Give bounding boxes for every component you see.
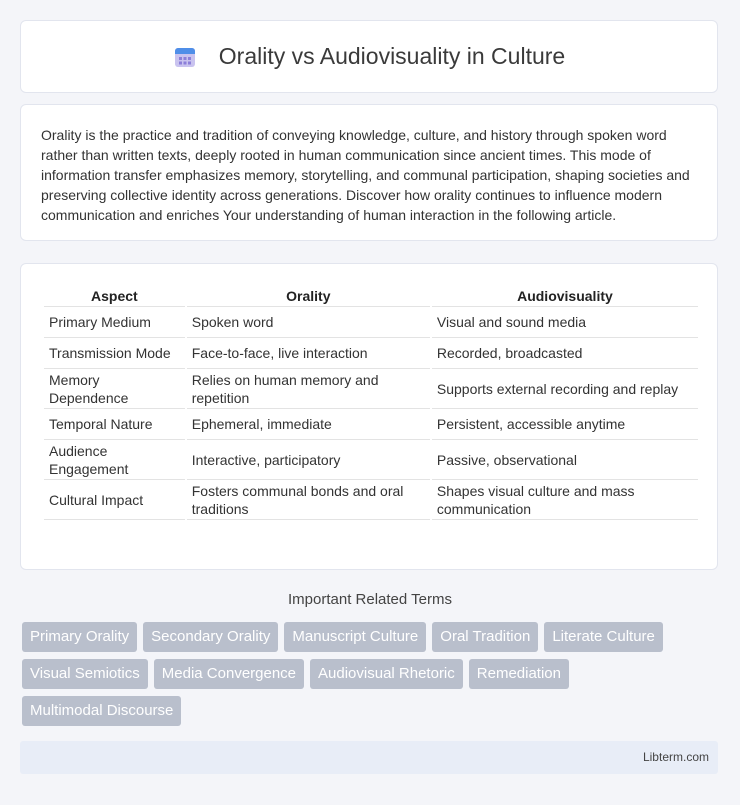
table-cell: Persistent, accessible anytime xyxy=(432,409,698,440)
table-row xyxy=(44,409,698,440)
related-term-tag[interactable]: Manuscript Culture xyxy=(284,622,426,652)
calendar-icon xyxy=(173,45,197,69)
table-cell: Face-to-face, live interaction xyxy=(187,338,430,369)
related-term-tag[interactable]: Oral Tradition xyxy=(432,622,538,652)
intro-card xyxy=(20,104,718,241)
column-header-orality: Orality xyxy=(187,286,430,307)
table-cell: Supports external recording and replay xyxy=(432,369,698,409)
table-cell: Visual and sound media xyxy=(432,307,698,338)
table-cell: Primary Medium xyxy=(44,307,185,338)
footer-site-link[interactable]: Libterm.com xyxy=(642,750,709,764)
header-card xyxy=(20,20,718,93)
intro-text: Orality is the practice and tradition of conveying knowledge, culture, and history through spoken word rather than written texts, deeply rooted in human communication since ancient times. This mode of information transfer emphasizes memory, storytelling, and communal participation, shaping societies and preserving collective identity across generations. Discover how orality continues to influence modern communication and enriches Your understanding of human interaction in the following article. xyxy=(41,127,690,223)
table-cell: Recorded, broadcasted xyxy=(432,338,698,369)
table-row xyxy=(44,307,698,338)
related-term-tag[interactable]: Visual Semiotics xyxy=(22,659,148,689)
table-cell: Transmission Mode xyxy=(44,338,185,369)
table-cell: Shapes visual culture and mass communication xyxy=(432,480,698,520)
related-term-tag[interactable]: Primary Orality xyxy=(22,622,137,652)
table-cell: Temporal Nature xyxy=(44,409,185,440)
table-header-row xyxy=(44,286,698,307)
table-cell: Relies on human memory and repetition xyxy=(187,369,430,409)
table-row xyxy=(44,480,698,520)
column-header-aspect: Aspect xyxy=(44,286,185,307)
table-cell: Passive, observational xyxy=(432,440,698,480)
table-row xyxy=(44,369,698,409)
comparison-table xyxy=(42,286,700,520)
table-cell: Ephemeral, immediate xyxy=(187,409,430,440)
related-terms-list xyxy=(22,622,722,726)
page-title: Orality vs Audiovisuality in Culture xyxy=(218,43,566,69)
related-term-tag[interactable]: Secondary Orality xyxy=(143,622,278,652)
table-cell: Cultural Impact xyxy=(44,480,185,520)
table-cell: Fosters communal bonds and oral traditions xyxy=(187,480,430,520)
related-term-tag[interactable]: Media Convergence xyxy=(154,659,304,689)
related-term-tag[interactable]: Audiovisual Rhetoric xyxy=(310,659,463,689)
table-row xyxy=(44,338,698,369)
comparison-card xyxy=(20,263,718,570)
related-terms-title: Important Related Terms xyxy=(288,591,452,608)
table-cell: Spoken word xyxy=(187,307,430,338)
footer xyxy=(20,741,718,774)
related-term-tag[interactable]: Remediation xyxy=(469,659,569,689)
column-header-audiovisuality: Audiovisuality xyxy=(432,286,698,307)
table-cell: Interactive, participatory xyxy=(187,440,430,480)
related-term-tag[interactable]: Multimodal Discourse xyxy=(22,696,181,726)
related-term-tag[interactable]: Literate Culture xyxy=(544,622,663,652)
table-row xyxy=(44,440,698,480)
table-cell: Audience Engagement xyxy=(44,440,185,480)
table-cell: Memory Dependence xyxy=(44,369,185,409)
